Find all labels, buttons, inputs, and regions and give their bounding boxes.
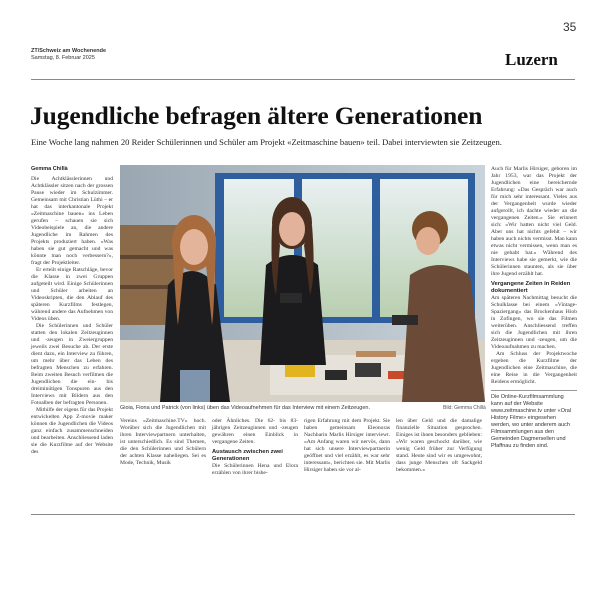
article-column-1: [31, 166, 113, 456]
note-box: [491, 390, 577, 450]
paragraph: len über Geld und die damalige finanzielle Situation gesprochen. Einiges ist ihnen besonders geblieben: «Wir waren geschockt darüber, wie wenig Geld früher zur Verfügung stand. Heute sind wir es umgewohnt, dass junge Menschen oft Sackgeld bekommen.»: [396, 418, 482, 473]
footer-rule: [31, 514, 575, 515]
website-note: Die Online-Kurzfilmsammlung kann auf der Website www.zeitmaschine.tv unter «Oral History Filme» eingesehen werden, wo unter anderem auch Filmsammlungen aus den Gemeinden Dagmersellen und Pfaffnau zu finden sind.: [491, 394, 572, 449]
paragraph: Am Schluss der Projektwoche ergeben die Kurzfilme der Jugendlichen eine Zeitmaschine, die eine Reise in die Vergangenheit Reidens ermöglicht.: [491, 351, 577, 385]
paragraph: Am späteren Nachmittag besucht die Schulklasse bei einem «Vintage-Spaziergang» das Brockenhaus Hiob in Zofingen, wo sie das Filmen weiterüben. Anschliessend treffen sich die Jugendlichen mit ihren Zeitzeuginnen und -zeugen, um die Videoaufnahmen zu machen.: [491, 295, 577, 350]
article-column-6: [491, 166, 577, 450]
paragraph: Auch für Marlis Hirsiger, geboren im Jahr 1953, war das Projekt der Jugendlichen eine bereichernde Erfahrung: «Das Gespräch war auch für mich sehr interessant. Vieles aus der Vergangenheit wurde wieder aufgerollt, ich dachte wieder an die vergangenen Zeiten.» Sie erinnert sich: «Wir hatten nicht viel Geld. Aber uns hat nichts gefehlt – wir haben auch nichts vermisst. Man kann etwas nicht vermissen, wenn man es nie gehabt hat.» Während des Interviews habe sie gemerkt, wie die Schülerinnen staunten, als sie über ihre Jugend erzählt hat.: [491, 166, 577, 277]
paragraph: Vereins «Zeitmaschine.TV» hoch. Worüber sich die Jugendlichen mit ihren Interviewpartnern unterhalten, ist unterschiedlich. Es sind Themen, die den Schülerinnen und Schülern der achten Klasse naheliegen. Sei es Mode, Technik, Musik: [120, 418, 206, 466]
article-column-5: [396, 418, 482, 474]
paragraph: Die Schülerinnen und Schüler statten den lokalen Zeitzeuginnen und -zeugen in Zweiergruppen jeweils zwei Besuche ab. Der erste dient dazu, ein Interview zu führen, um mehr über das Leben des befragten Menschen zu erfahren. Beim zweiten Besuch verfilmen die Jugendlichen die ein- bis dreiminütigen Tonspuren aus den Interviews mit Bildern aus den Fotoalben der befragten Personen.: [31, 323, 113, 406]
headline: Jugendliche befragen ältere Generationen: [30, 101, 483, 130]
section-title: Luzern: [505, 50, 558, 69]
page-number: 35: [563, 20, 577, 34]
header-rule: [31, 79, 575, 80]
lead: Eine Woche lang nahmen 20 Reider Schülerinnen und Schüler am Projekt «Zeitmaschine bauen» teil. Dabei interviewten sie Zeitzeugen.: [31, 137, 502, 147]
photo-illustration: [120, 165, 485, 402]
article-column-2: [120, 418, 206, 467]
publication-date: Samstag, 8. Februar 2025: [31, 55, 95, 61]
paragraph: oder Ähnliches. Die 62- bis 83-jährigen Zeitzeuginnen und -zeugen gewähren einen Einblick in vergangene Zeiten.: [212, 418, 298, 445]
paragraph: rigen Erfahrung mit dem Projekt. Sie haben gemeinsam Eleonoras Nachbarin Marlis Hirsiger interviewt. «Am Anfang waren wir nervös, dann hat sich unsere Interviewpartnerin geöffnet und viel erzählt, es war sehr interessant», berichten sie. Mit Marlis Hirsiger haben sie vor al-: [304, 418, 390, 473]
article-column-4: [304, 418, 390, 474]
masthead: [31, 48, 106, 62]
photo-caption: Gioia, Fiona und Patrick (von links) üben das Videoaufnehmen für das Interview mit einem Zeitzeugen.: [120, 405, 370, 411]
subheading: Vergangene Zeiten in Reiden dokumentiert: [491, 281, 571, 294]
author: Gemma Chillà: [31, 166, 68, 172]
paragraph: Mithilfe der eigens für das Projekt entwickelten App Z-movie maker können die Jugendlichen die Videos ganz einfach zusammenschneiden und bearbeiten. Anschliessend laden sie die Kurzfilme auf der Website des: [31, 407, 113, 455]
paragraph: Die Schülerinnen Hena und Elora erzählen von ihrer bishe-: [212, 463, 298, 476]
photo-credit: Bild: Gemma Chillà: [443, 405, 486, 411]
publication-name: ZT/Schweiz am Wochenende: [31, 48, 107, 54]
article-column-3: [212, 418, 298, 477]
article-photo: [120, 165, 485, 402]
subheading: Austausch zwischen zwei Generationen: [212, 449, 283, 462]
paragraph: Er erteilt einige Ratschläge, bevor die Klasse in zwei Gruppen aufgeteilt wird. Einige Schülerinnen und Schüler arbeiten an Videoskripten, die den Ablauf des späteren Kurzfilms festlegen, während andere das Aufnehmen von Videos üben.: [31, 267, 113, 322]
paragraph: Die Achtklässlerinnen und Achtklässler sitzen nach der grossen Pause wieder im Schulzimmer. Gemeinsam mit Christian Lüthi – er hat das interkantonale Projekt «Zeitmaschine bauen» ins Leben gerufen – schauen sie sich Videobeispiele an, die andere Jugendliche im Rahmen des Projekts produziert haben. «Was haben sie gut gemacht und was könnte man noch verbessern?», fragt der Projektleiter.: [31, 176, 113, 266]
